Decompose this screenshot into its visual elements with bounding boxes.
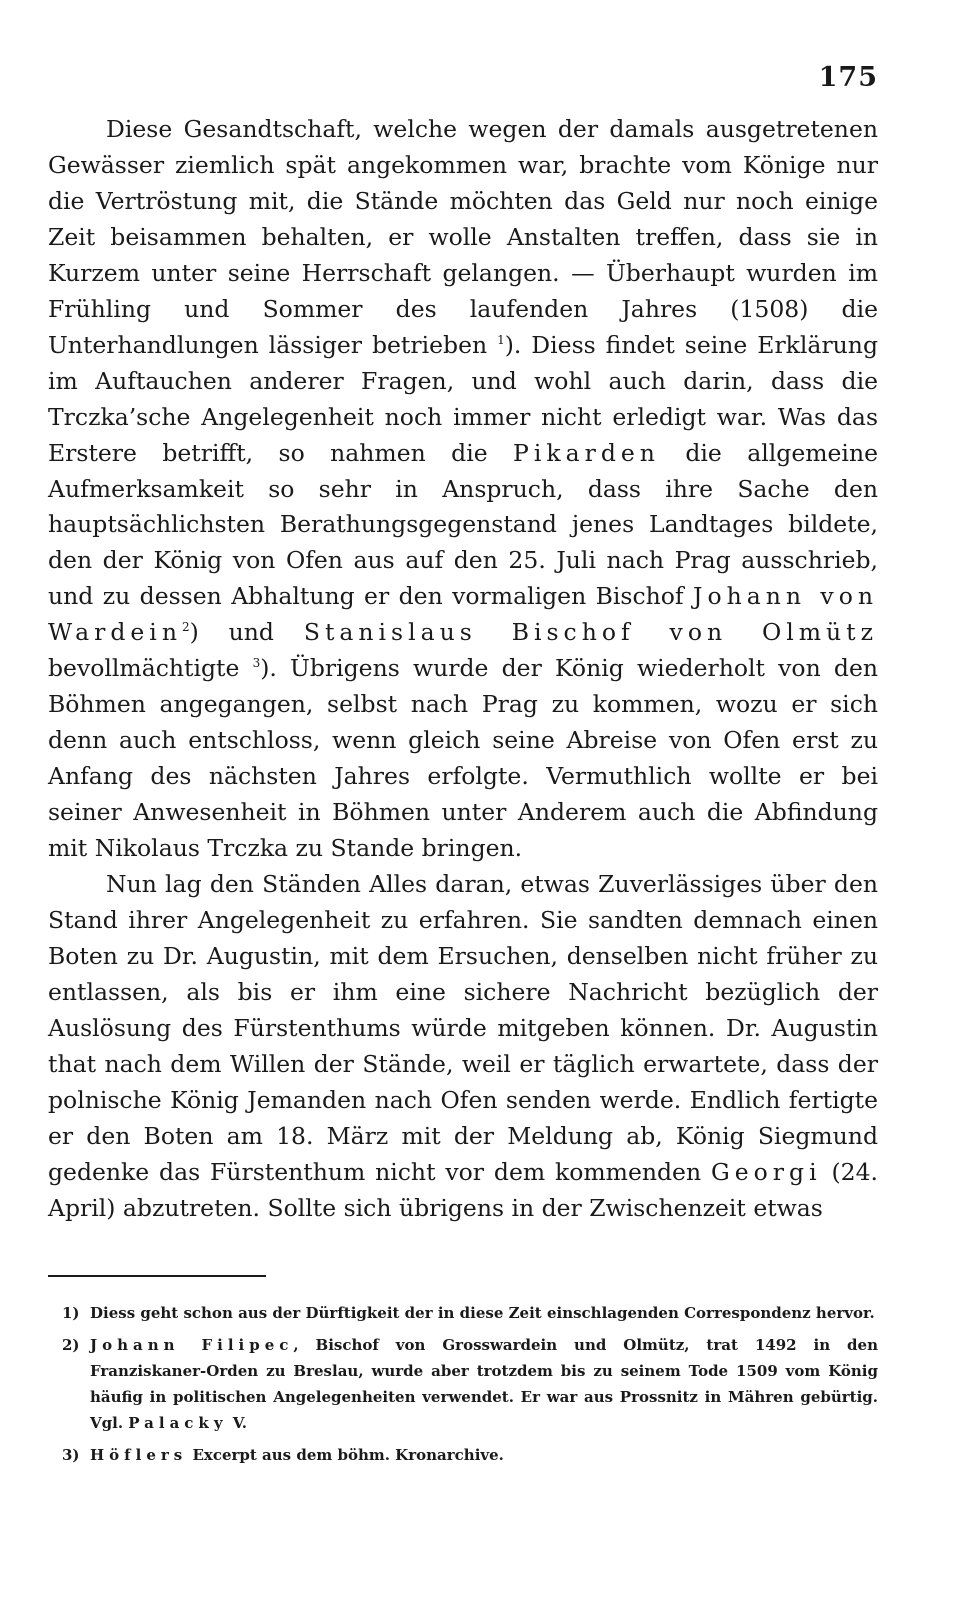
text-segment: die allgemeine Aufmerksamkeit so sehr in Anspruch, dass ihre Sache den hauptsächlichsten Berathungsgegenstand jenes Landtages bildete, den der König von Ofen aus auf den 25. Juli nach Prag ausschrieb, und zu dessen Abhaltung er den vormaligen Bischof xyxy=(48,438,878,611)
text-segment: ) und xyxy=(189,618,304,647)
spaced-name: Palacky xyxy=(128,1414,228,1432)
text-segment: ). Übrigens wurde der König wiederholt von den Böhmen angegangen, selbst nach Prag zu kommen, wozu er sich denn auch entschloss, wenn gleich seine Abreise von Ofen erst zu Anfang des nächsten Jahres erfolgte. Vermuthlich wollte er bei seiner Anwesenheit in Böhmen unter Anderem auch die Abfindung mit Nikolaus Trczka zu Stande bringen. xyxy=(48,654,878,863)
footnote-reference: 3 xyxy=(252,656,261,671)
text-segment: bevollmächtigte xyxy=(48,654,253,683)
footnote-marker: 3) xyxy=(62,1446,80,1464)
spaced-name: Höflers xyxy=(90,1446,188,1464)
spaced-name: Johann von Wardein xyxy=(48,582,878,647)
page-number: 175 xyxy=(818,62,878,93)
text-segment: V. xyxy=(227,1414,248,1432)
footnote-reference: 1 xyxy=(497,332,505,347)
footnote-text xyxy=(90,1304,875,1322)
spaced-name: Johann Filipec xyxy=(90,1336,294,1354)
footnote xyxy=(48,1300,878,1326)
footnote xyxy=(48,1332,878,1436)
footnote-reference: 2 xyxy=(181,620,190,635)
text-segment: Nun lag den Ständen Alles daran, etwas Zuverlässiges über den Stand ihrer Angelegenheit zu erfahren. Sie sandten demnach einen Boten zu Dr. Augustin, mit dem Ersuchen, denselben nicht früher zu entlassen, als bis er ihm eine sichere Nachricht bezüglich der Auslösung des Fürstenthums würde mitgeben können. Dr. Augustin that nach dem Willen der Stände, weil er täglich erwartete, dass der polnische König Jemanden nach Ofen senden werde. Endlich fertigte er den Boten am 18. März mit der Meldung ab, König Siegmund gedenke das Fürstenthum nicht vor dem kommenden xyxy=(48,870,878,1186)
footnote-text xyxy=(90,1336,878,1432)
body-text xyxy=(48,112,878,1227)
spaced-name: Pikarden xyxy=(513,438,660,467)
footnote-marker: 2) xyxy=(62,1336,80,1354)
text-segment: , Bischof von Grosswardein und Olmütz, trat 1492 in den Franziskaner-Orden zu Breslau, wurde aber trotzdem bis zu seinem Tode 1509 vom König häufig in politischen Angelegenheiten verwendet. Er war aus Prossnitz in Mähren gebürtig. Vgl. xyxy=(90,1336,878,1432)
text-segment: ). Diess findet seine Erklärung im Auftauchen anderer Fragen, und wohl auch darin, dass die Trczka’sche Angelegenheit noch immer nicht erledigt war. Was das Erstere betrifft, so nahmen die xyxy=(48,330,878,467)
paragraph xyxy=(48,112,878,867)
spaced-name: Stanislaus Bischof von Olmütz xyxy=(303,618,879,647)
text-segment: Excerpt aus dem böhm. Kronarchive. xyxy=(187,1446,504,1464)
text-segment: Diess geht schon aus der Dürftigkeit der in diese Zeit einschlagenden Correspondenz hervor. xyxy=(90,1304,875,1322)
text-segment: (24. April) abzutreten. Sollte sich übrigens in der Zwischenzeit etwas xyxy=(48,1157,879,1222)
footnote xyxy=(48,1442,878,1468)
footnote-marker: 1) xyxy=(62,1304,80,1322)
footnote-text xyxy=(90,1446,504,1464)
paragraph xyxy=(48,867,878,1227)
footnotes xyxy=(48,1300,878,1474)
footnote-divider xyxy=(48,1275,266,1277)
spaced-name: Georgi xyxy=(710,1157,822,1186)
text-segment: Diese Gesandtschaft, welche wegen der damals ausgetretenen Gewässer ziemlich spät angekommen war, brachte vom Könige nur die Vertröstung mit, die Stände möchten das Geld nur noch einige Zeit beisammen behalten, er wolle Anstalten treffen, dass sie in Kurzem unter seine Herrschaft gelangen. — Überhaupt wurden im Frühling und Sommer des laufenden Jahres (1508) die Unterhandlungen lässiger betrieben xyxy=(48,115,878,359)
